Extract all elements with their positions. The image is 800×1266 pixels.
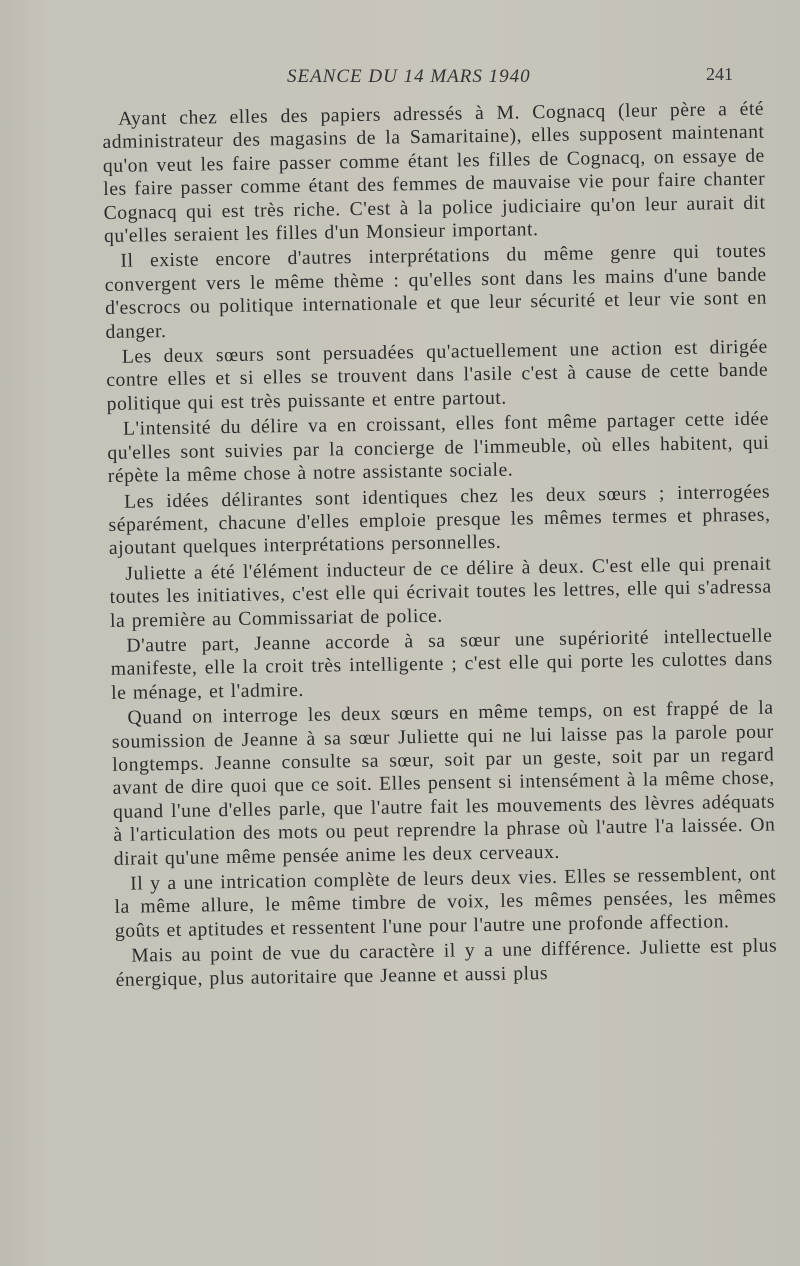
paragraph: D'autre part, Jeanne accorde à sa sœur une supériorité intellectuelle manifeste, elle la croit très intelligente ; c'est elle qui porte les culottes dans le ménage, et l'admire. bbox=[110, 625, 773, 704]
paragraph: Quand on interroge les deux sœurs en même temps, on est frappé de la soumission de Jeanne à sa sœur Juliette qui ne lui laisse pas la parole pour longtemps. Jeanne consulte sa sœur, soit par un geste, soit par un regard avant de dire quoi que ce soit. Elles pensent si intensément à la même chose, quand l'une d'elles parle, que l'autre fait les mouvements des lèvres adéquats à l'articulation des mots ou peut reprendre la phrase où l'autre l'a laissée. On dirait qu'une même pensée anime les deux cerveaux. bbox=[111, 697, 776, 870]
paragraph: Il y a une intrication complète de leurs deux vies. Elles se ressemblent, ont la même allure, le même timbre de voix, les mêmes pensées, les mêmes goûts et aptitudes et ressentent l'une pour l'autre une profonde affection. bbox=[114, 863, 777, 942]
page-number: 241 bbox=[706, 64, 733, 84]
paragraph: Les idées délirantes sont identiques chez les deux sœurs ; interrogées séparément, chacune d'elles emploie presque les mêmes termes et phrases, ajoutant quelques interprétations personnelles. bbox=[108, 481, 771, 560]
paragraph: Les deux sœurs sont persuadées qu'actuellement une action est dirigée contre elles et si elles se trouvent dans l'asile c'est à cause de cette bande politique qui est très puissante et entre partout. bbox=[106, 336, 769, 415]
running-title: SEANCE DU 14 MARS 1940 bbox=[287, 66, 531, 87]
paragraph: Juliette a été l'élément inducteur de ce délire à deux. C'est elle qui prenait toutes les initiatives, c'est elle qui écrivait toutes les lettres, elle qui s'adressa la première au Commissariat de police. bbox=[109, 553, 772, 632]
body-text bbox=[102, 98, 778, 992]
page-header bbox=[0, 64, 800, 94]
paragraph: Ayant chez elles des papiers adressés à M. Cognacq (leur père a été administrateur des magasins de la Samaritaine), elles supposent maintenant qu'on veut les faire passer comme étant les filles de Cognacq, on essaye de les faire passer comme étant des femmes de mauvaise vie pour faire chanter Cognacq qui est très riche. C'est à la police judiciaire qu'on leur aurait dit qu'elles seraient les filles d'un Monsieur important. bbox=[102, 98, 766, 248]
paragraph: Il existe encore d'autres interprétations du même genre qui toutes convergent vers le même thème : qu'elles sont dans les mains d'une bande d'escrocs ou politique internationale et que leur sécurité et leur vie sont en danger. bbox=[104, 241, 768, 343]
paragraph: Mais au point de vue du caractère il y a une différence. Juliette est plus énergique, plus autoritaire que Jeanne et aussi plus bbox=[115, 935, 778, 991]
paragraph: L'intensité du délire va en croissant, elles font même partager cette idée qu'elles sont suivies par la concierge de l'immeuble, où elles habitent, qui répète la même chose à notre assistante sociale. bbox=[107, 408, 770, 488]
